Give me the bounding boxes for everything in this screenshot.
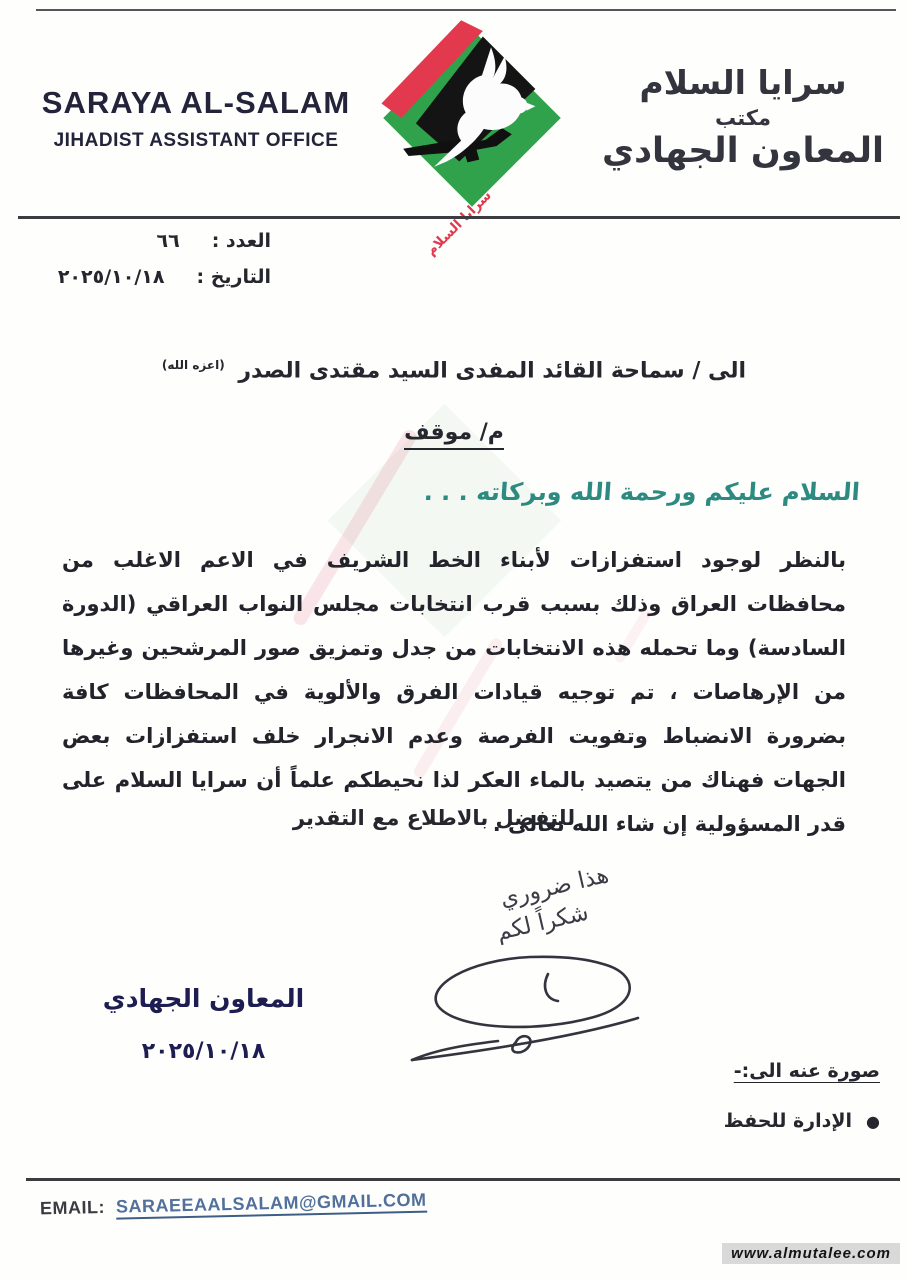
org-name-arabic-calligraphy	[588, 63, 898, 171]
greeting-line: السلام عليكم ورحمة الله وبركاته . . .	[423, 478, 861, 506]
logo-banner-text: سرايا السلام	[423, 187, 495, 259]
bullet-icon: ●	[866, 1111, 880, 1131]
saraya-alsalam-emblem-icon	[366, 22, 578, 259]
site-watermark: www.almutalee.com	[722, 1243, 900, 1264]
calligraphy-line3: المعاون الجهادي	[602, 130, 884, 171]
org-name-english	[36, 84, 356, 153]
signature-scribble-icon	[398, 938, 678, 1063]
signature-date: ٢٠٢٥/١٠/١٨	[141, 1039, 266, 1064]
number-value: ٦٦	[156, 230, 180, 252]
footer-rule	[26, 1178, 900, 1181]
email-row	[40, 1190, 427, 1220]
subject-text: م/ موقف	[404, 420, 504, 450]
document-number-row	[46, 230, 271, 252]
header-rule	[18, 216, 900, 219]
signature-block	[96, 984, 311, 1064]
handwritten-note	[486, 859, 619, 949]
date-label: التاريخ :	[196, 266, 271, 288]
handwritten-line2: شكراً لكم	[494, 899, 592, 947]
addressee-text: الى / سماحة القائد المفدى السيد مقتدى الصدر	[238, 358, 747, 384]
closing-line: للتفضل بالاطلاع مع التقدير	[292, 806, 576, 830]
document-meta	[46, 230, 271, 302]
handwritten-line1: هذا ضروري	[497, 862, 612, 913]
date-value: ٢٠٢٥/١٠/١٨	[57, 266, 165, 288]
copy-to-item-text: الإدارة للحفظ	[723, 1110, 853, 1132]
addressee-honorific: (اعزه الله)	[161, 358, 225, 372]
org-name: SARAYA AL-SALAM	[41, 84, 351, 120]
office-name: JIHADIST ASSISTANT OFFICE	[53, 129, 339, 151]
calligraphy-line2: مكتب	[714, 105, 772, 130]
copy-to-label: صورة عنه الى:-	[733, 1060, 880, 1082]
letter-body: بالنظر لوجود استفزازات لأبناء الخط الشريف في الاعم الاغلب من محافظات العراق وذلك بسبب قرب انتخابات مجلس النواب العراقي (الدورة السادسة) وما تحمله هذه الانتخابات من جدل وتمزيق صور المرشحين وغيرها من الإرهاصات ، تم توجيه قيادات الفرق والألوية في المحافظات كافة بضرورة الانضباط وتفويت الفرصة وعدم الانجرار خلف استفزازات بعض الجهات فهناك من يتصيد بالماء العكر لذا نحيطكم علماً أن سرايا السلام على قدر المسؤولية إن شاء الله تعالى .	[62, 548, 846, 836]
copy-to-section	[724, 1060, 880, 1132]
addressee-line	[0, 358, 908, 383]
email-label: EMAIL:	[39, 1196, 106, 1219]
top-rule	[36, 9, 896, 11]
org-logo	[357, 22, 587, 259]
calligraphy-line1: سرايا السلام	[639, 63, 847, 103]
email-address-link[interactable]: SARAEEAALSALAM@GMAIL.COM	[116, 1190, 427, 1220]
number-label: العدد :	[211, 230, 271, 252]
subject-line	[0, 420, 908, 445]
document-date-row	[46, 266, 271, 288]
copy-to-item	[724, 1110, 880, 1132]
signer-title: المعاون الجهادي	[102, 984, 305, 1013]
